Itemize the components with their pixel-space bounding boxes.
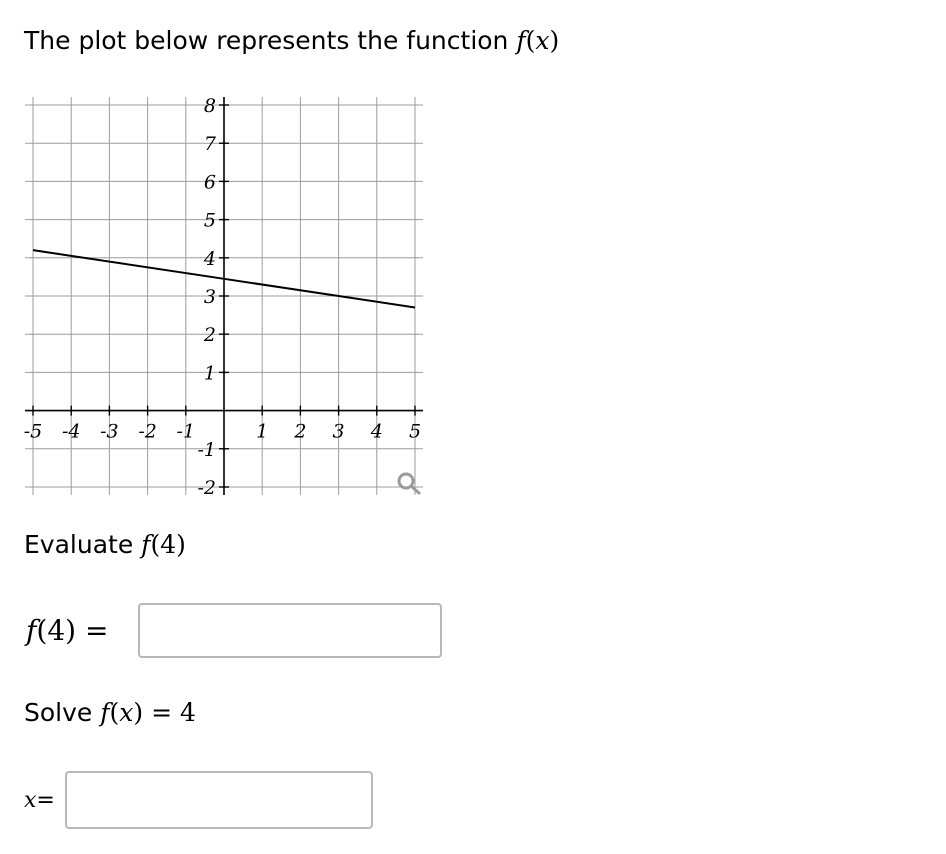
x-tick-label: -1 — [176, 420, 196, 443]
x-tick-labels — [24, 421, 421, 443]
x-answer-label: x= — [24, 788, 55, 813]
y-tick-label: 6 — [203, 171, 216, 194]
y-tick-label: 2 — [203, 324, 216, 347]
x-answer-input[interactable] — [65, 771, 373, 829]
magnify-icon[interactable] — [399, 474, 419, 493]
x-tick-label: 1 — [256, 420, 269, 443]
y-tick-label: -1 — [197, 438, 216, 461]
y-tick-label: 7 — [203, 133, 216, 156]
prompt-function-expression: f(x) — [516, 26, 560, 55]
evaluate-prefix: Evaluate — [24, 530, 134, 559]
x-tick-label: -5 — [23, 420, 43, 443]
function-graph — [0, 85, 440, 505]
prompt-function-name: f — [516, 26, 526, 55]
x-tick-label: 3 — [332, 420, 345, 443]
f4-answer-input[interactable] — [138, 603, 442, 658]
evaluate-expression: f(4) — [141, 530, 186, 559]
y-tick-label: 8 — [203, 95, 216, 117]
solve-expression: f(x) = 4 — [100, 698, 196, 727]
prompt-text — [24, 26, 559, 55]
x-tick-label: 2 — [294, 420, 307, 443]
prompt-function-arg: x — [535, 26, 550, 55]
f4-answer-label: f(4) = — [26, 614, 109, 647]
y-tick-label: 4 — [203, 247, 216, 270]
y-tick-label: -2 — [197, 477, 216, 499]
y-tick-label: 1 — [203, 362, 216, 385]
x-tick-label: -3 — [100, 420, 119, 443]
prompt-intro-text: The plot below represents the function — [24, 26, 509, 55]
y-tick-label: 5 — [203, 209, 216, 232]
solve-question — [24, 698, 196, 727]
solve-prefix: Solve — [24, 698, 93, 727]
y-tick-labels — [197, 95, 216, 499]
evaluate-question — [24, 530, 186, 559]
x-tick-label: -4 — [61, 420, 81, 443]
x-tick-label: 4 — [370, 420, 383, 443]
x-tick-label: 5 — [408, 420, 422, 443]
y-tick-label: 3 — [203, 286, 216, 308]
x-tick-label: -2 — [138, 420, 157, 443]
